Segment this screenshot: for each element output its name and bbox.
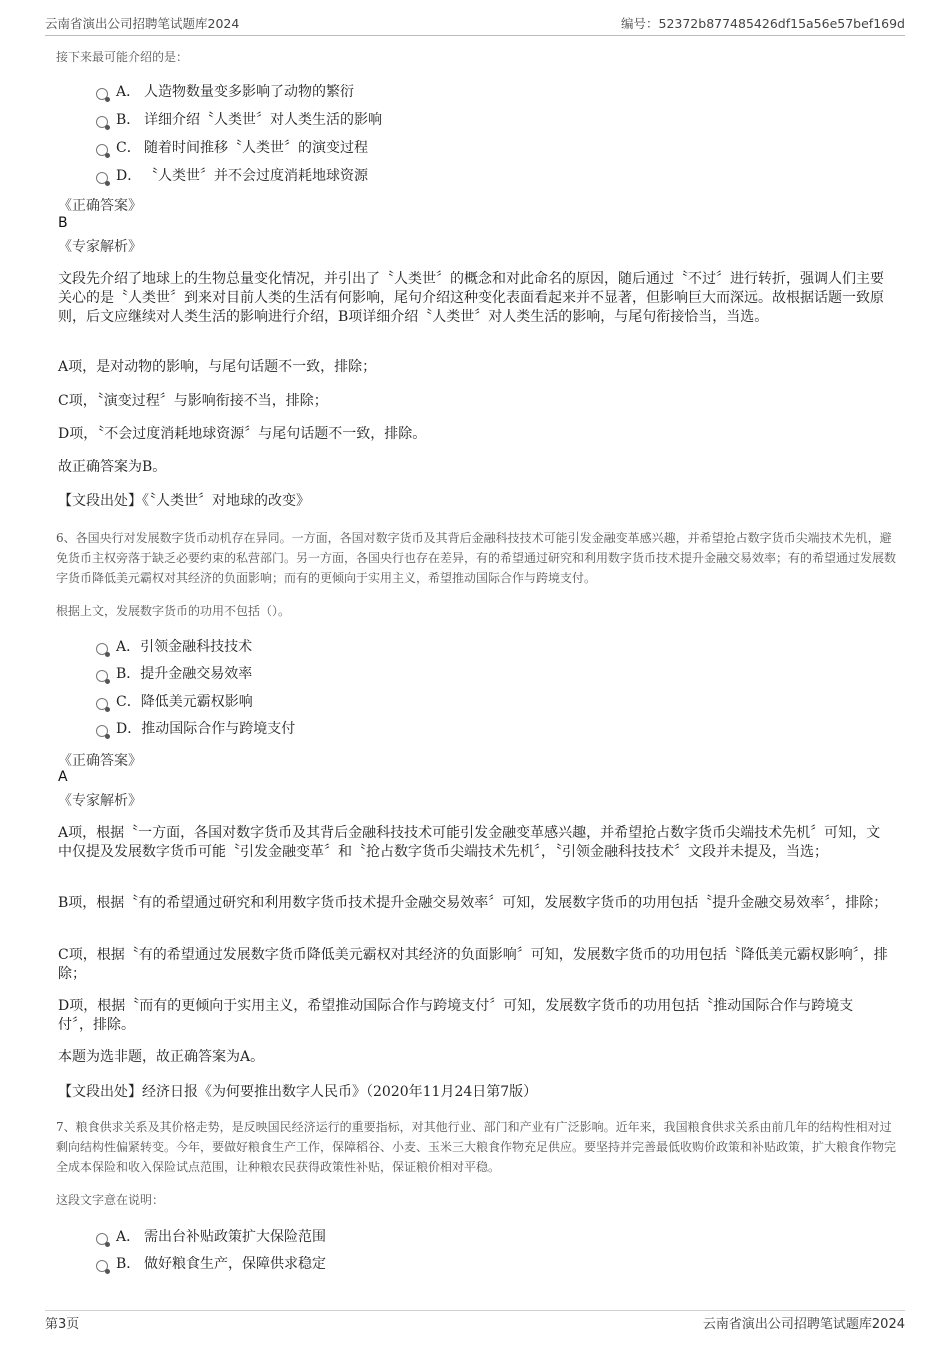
q6-answer: A [58,769,68,785]
q5-option-b[interactable]: B． 详细介绍〝人类世〞对人类生活的影响 [96,110,382,130]
q5-source: 【文段出处】《〝人类世〞对地球的改变》 [58,493,310,509]
q6-option-d[interactable]: D．推动国际合作与跨境支付 [96,719,295,739]
q6-analysis-label: 《专家解析》 [58,793,142,809]
q6-option-a[interactable]: A．引领金融科技技术 [96,637,252,657]
q5-answer-label: 《正确答案》 [58,198,142,214]
radio-icon[interactable] [96,670,108,682]
q5-analysis-d: D项，〝不会过度消耗地球资源〞与尾句话题不一致，排除。 [58,426,427,442]
header-divider [45,35,905,36]
q5-option-c[interactable]: C． 随着时间推移〝人类世〞的演变过程 [96,138,368,158]
radio-icon[interactable] [96,1260,108,1272]
q7-question: 这段文字意在说明： [56,1193,165,1207]
q7-option-b[interactable]: B． 做好粮食生产，保障供求稳定 [96,1254,326,1274]
footer-divider [45,1310,905,1311]
q5-answer: B [58,215,68,231]
q6-analysis-a: A项，根据〝一方面，各国对数字货币及其背后金融科技技术可能引发金融变革感兴趣，并希望抢占数字货币尖端技术先机〞可知，文中仅提及发展数字货币可能〝引发金融变革〞和〝抢占数字货币尖端技术先机〞，〝引领金融科技技术〞文段并未提及，当选； [58,825,881,860]
q6-analysis-d: D项，根据〝而有的更倾向于实用主义，希望推动国际合作与跨境支付〞可知，发展数字货币的功用包括〝推动国际合作与跨境支付〞，排除。 [58,998,854,1033]
q5-analysis-main: 文段先介绍了地球上的生物总量变化情况，并引出了〝人类世〞的概念和对此命名的原因，随后通过〝不过〞进行转折，强调人们主要关心的是〝人类世〞到来对目前人类的生活有何影响，尾句介绍这种变化表面看起来并不显著，但影响巨大而深远。故根据话题一致原则，后文应继续对人类生活的影响进行介绍，B项详细介绍〝人类世〞对人类生活的影响，与尾句衔接恰当，当选。 [58,271,884,325]
page-number: 第3页 [45,1317,80,1332]
q6-answer-label: 《正确答案》 [58,753,142,769]
q5-option-d[interactable]: D． 〝人类世〞并不会过度消耗地球资源 [96,166,368,186]
q5-option-a[interactable]: A． 人造物数量变多影响了动物的繁衍 [96,82,354,102]
radio-icon[interactable] [96,1233,108,1245]
radio-icon[interactable] [96,643,108,655]
q7-option-a[interactable]: A． 需出台补贴政策扩大保险范围 [96,1227,326,1247]
q6-analysis-b: B项，根据〝有的希望通过研究和利用数字货币技术提升金融交易效率〞可知，发展数字货币的功用包括〝提升金融交易效率〞，排除； [58,895,888,911]
radio-icon[interactable] [96,698,108,710]
footer-title: 云南省演出公司招聘笔试题库2024 [702,1317,905,1332]
q5-conclusion: 故正确答案为B。 [58,459,167,475]
q7-stem: 7、粮食供求关系及其价格走势，是反映国民经济运行的重要指标，对其他行业、部门和产业有广泛影响。近年来，我国粮食供求关系由前几年的结构性相对过剩向结构性偏紧转变。今年，要做好粮食生产工作，保障稻谷、小麦、玉米三大粮食作物充足供应。要坚持并完善最低收购价政策和补贴政策，扩大粮食作物完全成本保险和收入保险试点范围，让种粮农民获得政策性补贴，保证粮价相对平稳。 [56,1120,897,1174]
header-doc-id: 编号：52372b877485426df15a56e57bef169d [621,16,905,31]
q6-source: 【文段出处】经济日报《为何要推出数字人民币》（2020年11月24日第7版） [58,1084,538,1100]
header-title: 云南省演出公司招聘笔试题库2024 [45,16,240,31]
page-footer [45,1313,905,1333]
page-header [45,14,905,34]
radio-icon[interactable] [96,116,108,128]
q5-question: 接下来最可能介绍的是： [56,50,189,64]
radio-icon[interactable] [96,172,108,184]
radio-icon[interactable] [96,144,108,156]
radio-icon[interactable] [96,88,108,100]
q6-stem: 6、各国央行对发展数字货币动机存在异同。一方面，各国对数字货币及其背后金融科技技术可能引发金融变革感兴趣，并希望抢占数字货币尖端技术先机，避免货币主权旁落于缺乏必要约束的私营部门。另一方面，各国央行也存在差异，有的希望通过研究和利用数字货币技术提升金融交易效率；有的希望通过发展数字货币降低美元霸权对其经济的负面影响；而有的更倾向于实用主义，希望推动国际合作与跨境支付。 [56,531,897,585]
q6-analysis-c: C项，根据〝有的希望通过发展数字货币降低美元霸权对其经济的负面影响〞可知，发展数字货币的功用包括〝降低美元霸权影响〞，排除； [58,947,888,982]
q5-analysis-c: C项，〝演变过程〞与影响衔接不当，排除； [58,393,328,409]
q6-conclusion: 本题为选非题，故正确答案为A。 [58,1049,265,1065]
q6-option-c[interactable]: C．降低美元霸权影响 [96,692,253,712]
q5-analysis-label: 《专家解析》 [58,239,142,255]
q6-option-b[interactable]: B．提升金融交易效率 [96,664,252,684]
q6-question: 根据上文，发展数字货币的功用不包括（）。 [56,604,291,618]
q5-analysis-a: A项，是对动物的影响，与尾句话题不一致，排除； [58,359,377,375]
radio-icon[interactable] [96,725,108,737]
